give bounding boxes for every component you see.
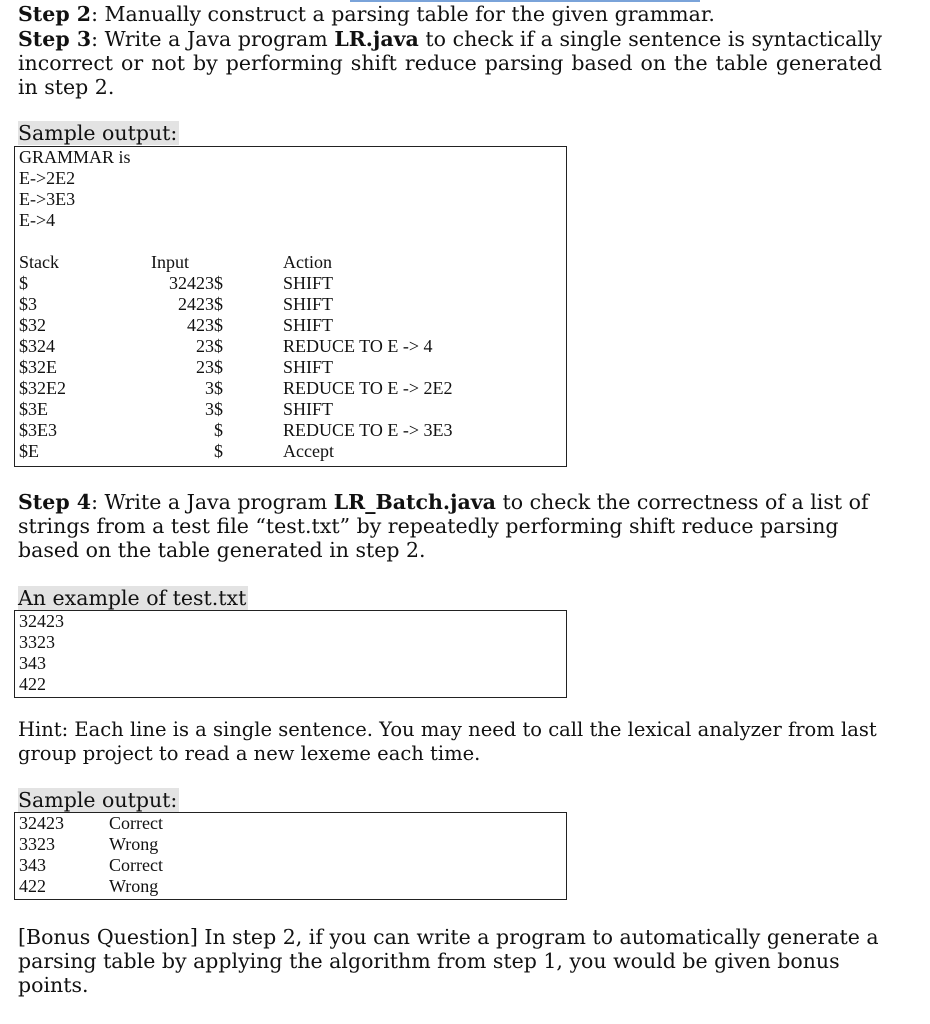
result-value: 343 — [19, 855, 46, 875]
step2-text: : Manually construct a parsing table for the given grammar. — [91, 2, 715, 26]
row-action: REDUCE TO E -> 2E2 — [283, 378, 453, 398]
step4-paragraph — [18, 490, 882, 562]
grammar-rule: E->4 — [19, 210, 56, 230]
header-input: Input — [151, 252, 189, 272]
row-stack: $32E — [19, 357, 57, 377]
row-input: 2423$ — [178, 294, 223, 314]
result-status: Correct — [109, 813, 163, 833]
sample-output-2-box — [14, 812, 567, 900]
row-action: SHIFT — [283, 357, 334, 377]
grammar-rule: E->3E3 — [19, 189, 76, 209]
row-input: 23$ — [196, 336, 223, 356]
step3-file: LR.java — [334, 27, 419, 51]
row-stack: $3E — [19, 399, 48, 419]
row-action: Accept — [283, 441, 334, 461]
row-input: 3$ — [205, 378, 223, 398]
row-action: SHIFT — [283, 273, 334, 293]
row-stack: $E — [19, 441, 39, 461]
test-line: 343 — [19, 653, 46, 673]
test-line: 3323 — [19, 632, 55, 652]
result-status: Correct — [109, 855, 163, 875]
result-status: Wrong — [109, 834, 159, 854]
row-stack: $3 — [19, 294, 37, 314]
row-action: REDUCE TO E -> 3E3 — [283, 420, 453, 440]
sample-output-label: Sample output: — [18, 121, 178, 145]
bonus-paragraph: [Bonus Question] In step 2, if you can write a program to automatically generate a parsing table by applying the algorithm from step 1, you would be given bonus points. — [18, 925, 879, 997]
result-value: 422 — [19, 876, 46, 896]
row-input: 3$ — [205, 399, 223, 419]
sample-output-2-label: Sample output: — [18, 788, 178, 812]
row-stack: $ — [19, 273, 28, 293]
row-action: REDUCE TO E -> 4 — [283, 336, 433, 356]
test-file-box — [14, 610, 567, 698]
step2-label: Step 2 — [18, 2, 92, 26]
row-action: SHIFT — [283, 294, 334, 314]
row-input: $ — [214, 420, 223, 440]
sample-output-box — [14, 146, 567, 467]
row-stack: $324 — [19, 336, 55, 356]
step3-paragraph — [18, 27, 882, 99]
row-stack: $3E3 — [19, 420, 57, 440]
step4-pre: : Write a Java program — [91, 490, 334, 514]
row-input: $ — [214, 441, 223, 461]
row-input: 32423$ — [169, 273, 223, 293]
row-input: 423$ — [187, 315, 223, 335]
row-input: 23$ — [196, 357, 223, 377]
result-value: 3323 — [19, 834, 55, 854]
step2-paragraph — [18, 2, 882, 26]
test-line: 422 — [19, 674, 46, 694]
hint-paragraph: Hint: Each line is a single sentence. You may need to call the lexical analyzer from last group project to read a new lexeme each time. — [18, 718, 877, 765]
step3-label: Step 3 — [18, 27, 92, 51]
row-action: SHIFT — [283, 315, 334, 335]
result-status: Wrong — [109, 876, 159, 896]
step4-label: Step 4 — [18, 490, 92, 514]
row-action: SHIFT — [283, 399, 334, 419]
header-action: Action — [283, 252, 332, 272]
row-stack: $32E2 — [19, 378, 66, 398]
test-line: 32423 — [19, 611, 64, 631]
row-stack: $32 — [19, 315, 46, 335]
grammar-title: GRAMMAR is — [19, 147, 131, 167]
result-value: 32423 — [19, 813, 64, 833]
test-file-label: An example of test.txt — [18, 586, 247, 610]
step3-pre: : Write a Java program — [91, 27, 335, 51]
step3-post: to check if a single sentence is syntactically incorrect or not by performing shift reduce parsing based on the table generated in step 2. — [18, 27, 882, 99]
step4-file: LR_Batch.java — [333, 490, 496, 514]
header-stack: Stack — [19, 252, 59, 272]
grammar-rule: E->2E2 — [19, 168, 76, 188]
step4-post: to check the correctness of a list of strings from a test file “test.txt” by repeatedly performing shift reduce parsing based on the table generated in step 2. — [18, 490, 869, 562]
